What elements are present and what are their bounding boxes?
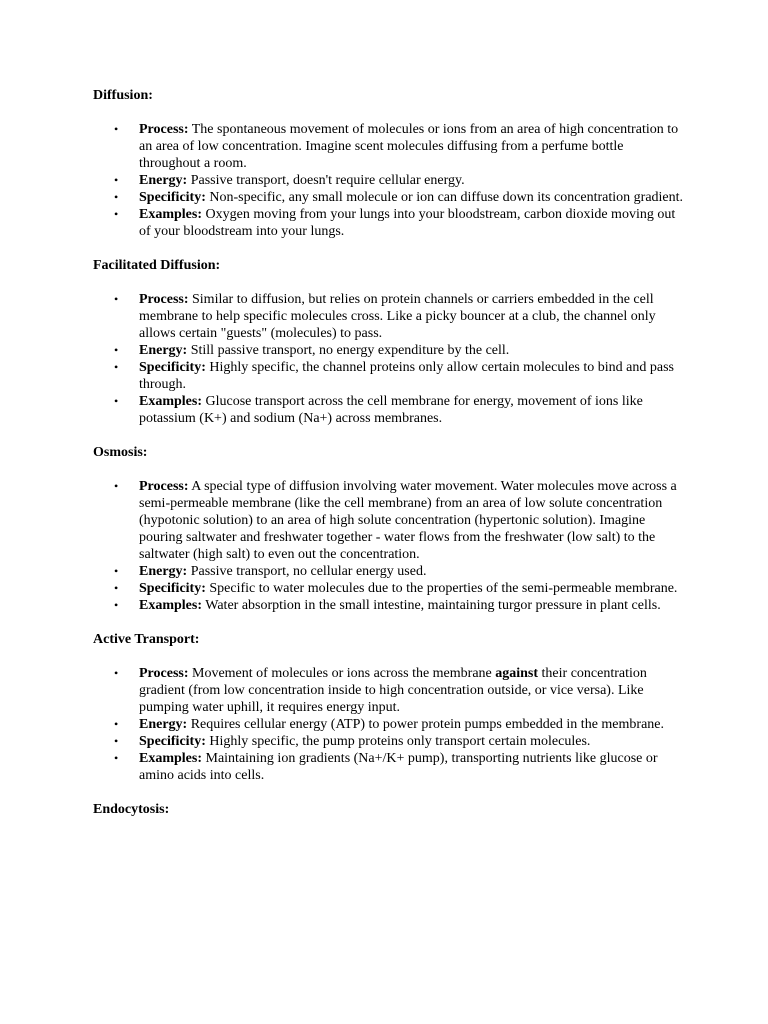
item-label: Energy: [139, 564, 188, 579]
item-text: Passive transport, doesn't require cellular energy. [190, 173, 465, 188]
bullet-icon: • [114, 173, 119, 187]
bullet-icon: • [114, 292, 119, 306]
document-page [93, 87, 683, 818]
item-label: Specificity: [139, 734, 206, 749]
item-text: Still passive transport, no energy expenditure by the cell. [190, 343, 510, 358]
bullet-icon: • [114, 717, 119, 731]
item-text: Highly specific, the channel proteins only allow certain molecules to bind and pass through. [139, 360, 674, 392]
item-text: Passive transport, no cellular energy used. [190, 564, 427, 579]
list-item [93, 597, 684, 614]
item-label: Energy: [139, 717, 188, 732]
item-label: Process: [139, 479, 189, 494]
item-label: Specificity: [139, 190, 206, 205]
list-item [93, 750, 684, 784]
bullet-icon: • [114, 360, 119, 374]
item-text: Similar to diffusion, but relies on protein channels or carriers embedded in the cell membrane to help specific molecules cross. Like a picky bouncer at a club, the channel only allows certain "guests" (molecules) to pass. [139, 292, 656, 341]
item-text: Requires cellular energy (ATP) to power protein pumps embedded in the membrane. [190, 717, 664, 732]
section-diffusion [93, 87, 683, 240]
section-heading: Active Transport: [93, 632, 200, 647]
section-heading: Facilitated Diffusion: [93, 258, 221, 273]
bullet-list [93, 478, 683, 614]
item-label: Energy: [139, 343, 188, 358]
list-item [93, 342, 684, 359]
item-text: Highly specific, the pump proteins only transport certain molecules. [209, 734, 591, 749]
bullet-icon: • [114, 751, 119, 765]
list-item [93, 206, 684, 240]
bullet-list [93, 665, 683, 784]
item-label: Examples: [139, 598, 202, 613]
item-text: A special type of diffusion involving water movement. Water molecules move across a semi-permeable membrane (like the cell membrane) from an area of low solute concentration (hypotonic solution) to an area of high solute concentration (hypertonic solution). Imagine pouring saltwater and freshwater together - water flows from the freshwater (low salt) to the saltwater (high salt) to even out the concentration. [139, 479, 677, 562]
item-text-before: Movement of molecules or ions across the membrane [192, 666, 496, 681]
item-label: Examples: [139, 751, 202, 766]
bullet-icon: • [114, 598, 119, 612]
item-label: Examples: [139, 394, 202, 409]
bullet-list [93, 121, 683, 240]
section-heading: Diffusion: [93, 88, 153, 103]
bullet-icon: • [114, 666, 119, 680]
item-text: Specific to water molecules due to the properties of the semi-permeable membrane. [209, 581, 678, 596]
list-item [93, 563, 684, 580]
section-active-transport [93, 631, 683, 784]
item-text: Oxygen moving from your lungs into your bloodstream, carbon dioxide moving out of your bloodstream into your lungs. [139, 207, 676, 239]
list-item [93, 172, 684, 189]
section-heading: Endocytosis: [93, 802, 170, 817]
section-osmosis [93, 444, 683, 614]
list-item [93, 189, 684, 206]
item-text: The spontaneous movement of molecules or ions from an area of high concentration to an area of low concentration. Imagine scent molecules diffusing from a perfume bottle throughout a room. [139, 122, 679, 171]
bullet-icon: • [114, 564, 119, 578]
bullet-icon: • [114, 343, 119, 357]
item-text: Maintaining ion gradients (Na+/K+ pump), transporting nutrients like glucose or amino acids into cells. [139, 751, 658, 783]
list-item [93, 733, 684, 750]
list-item [93, 580, 684, 597]
list-item [93, 359, 684, 393]
item-label: Specificity: [139, 360, 206, 375]
item-text: Glucose transport across the cell membrane for energy, movement of ions like potassium (K+) and sodium (Na+) across membranes. [139, 394, 643, 426]
item-emphasis: against [495, 666, 539, 681]
bullet-icon: • [114, 190, 119, 204]
item-label: Process: [139, 122, 189, 137]
list-item [93, 121, 684, 172]
bullet-icon: • [114, 394, 119, 408]
item-label: Energy: [139, 173, 188, 188]
item-label: Examples: [139, 207, 202, 222]
item-text: Non-specific, any small molecule or ion can diffuse down its concentration gradient. [209, 190, 684, 205]
bullet-icon: • [114, 122, 119, 136]
bullet-icon: • [114, 581, 119, 595]
section-heading: Osmosis: [93, 445, 148, 460]
bullet-list [93, 291, 683, 427]
section-endocytosis [93, 801, 683, 818]
item-label: Specificity: [139, 581, 206, 596]
list-item [93, 478, 684, 563]
item-text: Water absorption in the small intestine, maintaining turgor pressure in plant cells. [205, 598, 661, 613]
section-facilitated-diffusion [93, 257, 683, 427]
bullet-icon: • [114, 207, 119, 221]
list-item [93, 716, 684, 733]
list-item [93, 393, 684, 427]
list-item [93, 665, 684, 716]
bullet-icon: • [114, 734, 119, 748]
item-label: Process: [139, 666, 189, 681]
item-text-after: their concentration gradient (from low concentration inside to high concentration outside, or vice versa). Like pumping water uphill, it requires energy input. [139, 666, 647, 715]
item-label: Process: [139, 292, 189, 307]
list-item [93, 291, 684, 342]
bullet-icon: • [114, 479, 119, 493]
